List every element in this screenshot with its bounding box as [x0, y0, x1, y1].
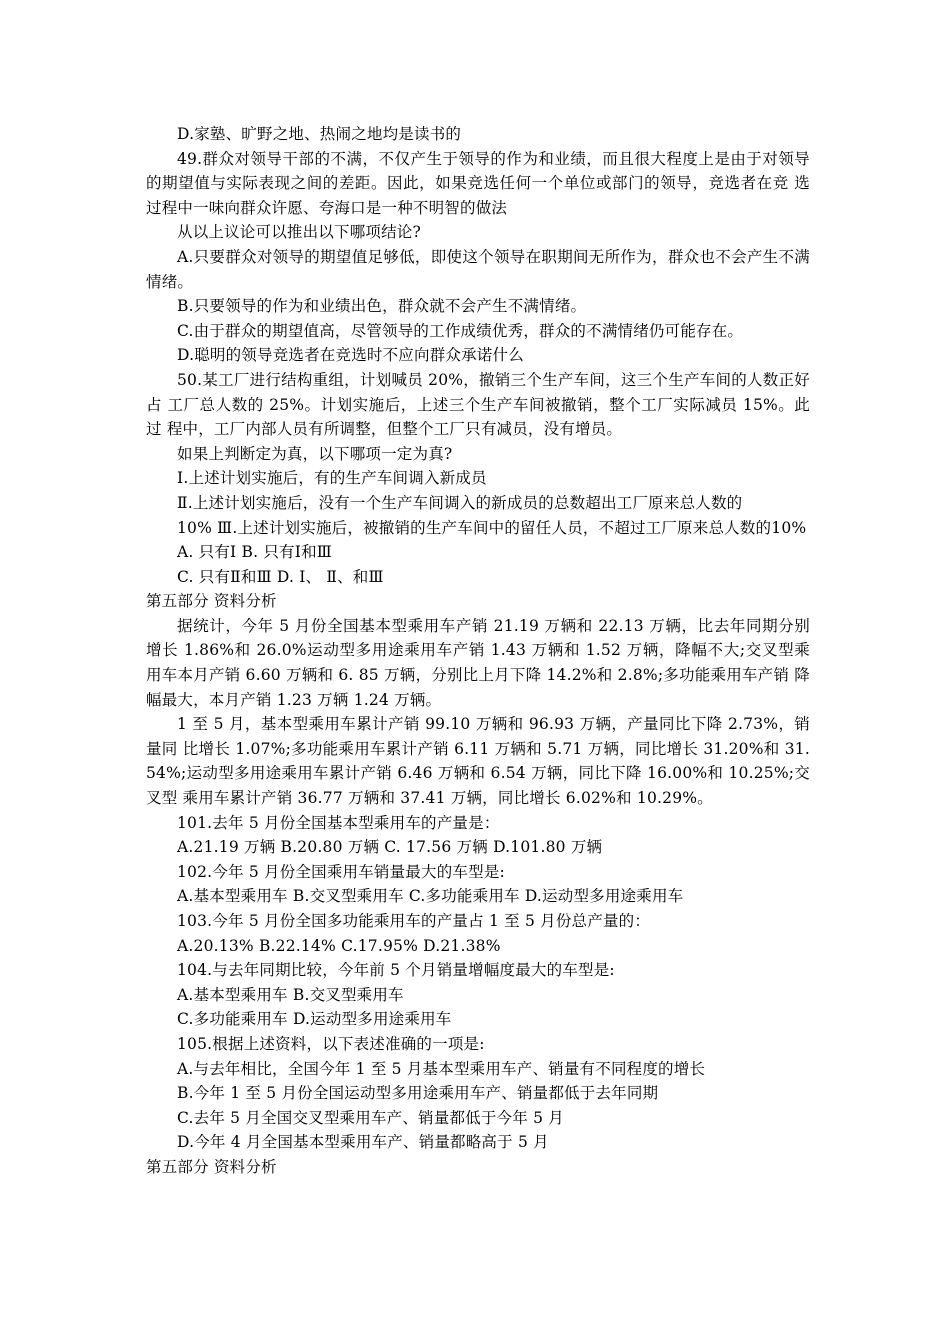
data-paragraph-1: 据统计，今年 5 月份全国基本型乘用车产销 21.19 万辆和 22.13 万辆，比去年同期分别增长 1.86%和 26.0%运动型多用途乘用车产销 1.43 万辆和 1.52 万辆，降幅不大;交叉型乘 用车本月产销 6.60 万辆和 6. 85 万辆，分别比上月下降 14.2%和 2.8%;多功能乘用车产销 降幅最大，本月产销 1.23 万辆 1.24 万辆。 [146, 616, 810, 709]
question-104-options-ab: A.基本型乘用车 B.交叉型乘用车 [177, 985, 404, 1004]
question-50-options-ab: A. 只有Ⅰ B. 只有Ⅰ和Ⅲ [177, 543, 332, 562]
data-paragraph-2: 1 至 5 月，基本型乘用车累计产销 99.10 万辆和 96.93 万辆，产量同比下降 2.73%，销量同 比增长 1.07%;多功能乘用车累计产销 6.11 万辆和 5.71 万辆，同比增长 31.20%和 31.54%;运动型多用途乘用车累计产销 6.46 万辆和 6.54 万辆，同比下降 16.00%和 10.25%;交叉型 乘用车累计产销 36.77 万辆和 37.41 万辆，同比增长 6.02%和 10.29%。 [146, 715, 810, 808]
question-105-option-b: B.今年 1 至 5 月份全国运动型多用途乘用车产、销量都低于去年同期 [177, 1084, 659, 1103]
question-105-option-a: A.与去年相比，全国今年 1 至 5 月基本型乘用车产、销量有不同程度的增长 [177, 1059, 706, 1078]
section-heading: 第五部分 资料分析 [146, 592, 277, 611]
option-d-q48: D.家塾、旷野之地、热闹之地均是读书的 [177, 125, 462, 143]
question-50-prompt: 如果上判断定为真，以下哪项一定为真? [177, 444, 453, 463]
question-103-options: A.20.13% B.22.14% C.17.95% D.21.38% [177, 936, 501, 955]
question-49-prompt: 从以上议论可以推出以下哪项结论? [177, 223, 422, 242]
question-101-options: A.21.19 万辆 B.20.80 万辆 C. 17.56 万辆 D.101.80 万辆 [177, 838, 603, 857]
question-49: 49.群众对领导干部的不满，不仅产生于领导的作为和业绩，而且很大程度上是由于对领导 的期望值与实际表现之间的差距。因此，如果竞选任何一个单位或部门的领导，竞选者在竞 选过程中一味向群众许愿、夸海口是一种不明智的做法 [146, 149, 810, 217]
question-50: 50.某工厂进行结构重组，计划喊员 20%，撤销三个生产车间，这三个生产车间的人数正好占 工厂总人数的 25%。计划实施后，上述三个生产车间被撤销，整个工厂实际减员 15%。此过 程中，工厂内部人员有所调整，但整个工厂只有减员，没有增员。 [146, 370, 810, 439]
question-50-statement-1: Ⅰ.上述计划实施后，有的生产车间调入新成员 [177, 469, 487, 488]
question-103: 103.今年 5 月份全国多功能乘用车的产量占 1 至 5 月份总产量的： [177, 912, 651, 930]
question-105-option-c: C.去年 5 月全国交叉型乘用车产、销量都低于今年 5 月 [177, 1108, 564, 1127]
question-105: 105.根据上述资料，以下表述准确的一项是: [177, 1034, 485, 1053]
section-heading-repeat: 第五部分 资料分析 [146, 1157, 277, 1176]
question-104: 104.与去年同期比较，今年前 5 个月销量增幅度最大的车型是: [177, 961, 615, 980]
question-49-option-b: B.只要领导的作为和业绩出色，群众就不会产生不满情绪。 [177, 297, 587, 316]
question-104-options-cd: C.多功能乘用车 D.运动型多用途乘用车 [177, 1010, 452, 1029]
question-105-option-d: D.今年 4 月全国基本型乘用车产、销量都略高于 5 月 [177, 1133, 549, 1152]
question-50-statement-3: 10% Ⅲ.上述计划实施后，被撤销的生产车间中的留任人员，不超过工厂原来总人数的10% [177, 518, 807, 537]
question-102: 102.今年 5 月份全国乘用车销量最大的车型是: [177, 862, 505, 881]
document-body [146, 122, 810, 1180]
question-49-option-a: A.只要群众对领导的期望值足够低，即使这个领导在职期间无所作为，群众也不会产生不满情绪。 [146, 247, 810, 291]
question-50-statement-2: Ⅱ.上述计划实施后，没有一个生产车间调入的新成员的总数超出工厂原来总人数的 [177, 493, 743, 512]
question-50-options-cd: C. 只有Ⅱ和Ⅲ D. Ⅰ、 Ⅱ、和Ⅲ [177, 567, 384, 586]
question-101: 101.去年 5 月份全国基本型乘用车的产量是： [177, 813, 500, 832]
question-49-option-d: D.聪明的领导竞选者在竞选时不应向群众承诺什么 [177, 346, 524, 365]
question-102-options: A.基本型乘用车 B.交叉型乘用车 C.多功能乘用车 D.运动型多用途乘用车 [177, 887, 684, 906]
question-49-option-c: C.由于群众的期望值高，尽管领导的工作成绩优秀，群众的不满情绪仍可能存在。 [177, 321, 744, 340]
